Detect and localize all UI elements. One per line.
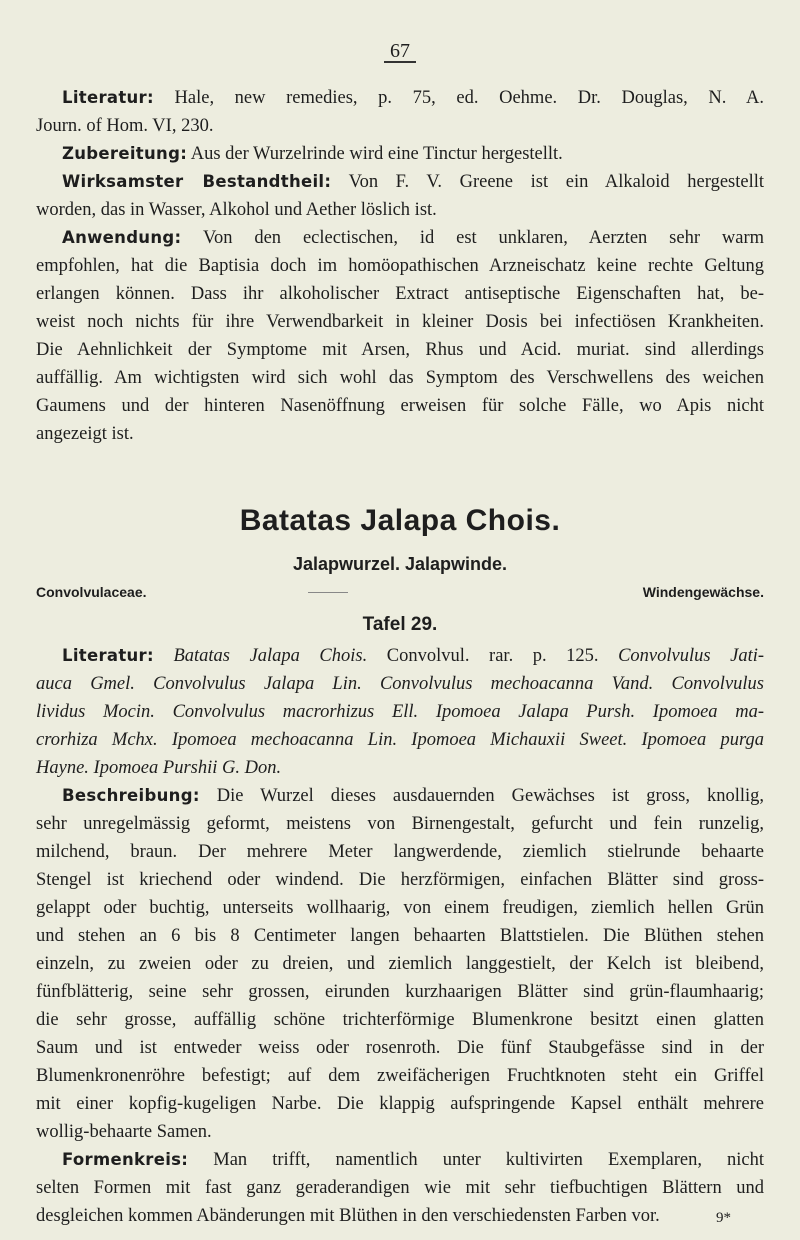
text-line: Die Aehnlichkeit der Symptome mit Arsen, Rhus und Acid. muriat. sind allerdings [36,340,764,360]
beschreibung-paragraph: Beschreibung: Die Wurzel dieses ausdauernden Gewächses ist gross, knollig, [62,786,764,806]
text-line: auca Gmel. Convolvulus Jalapa Lin. Convolvulus mechoacanna Vand. Convolvulus [36,674,764,694]
article-title: Batatas Jalapa Chois. [239,504,561,537]
text-line: crorhiza Mchx. Ipomoea mechoacanna Lin. Ipomoea Michauxii Sweet. Ipomoea purga [36,730,764,750]
formenkreis-paragraph: Formenkreis: Man trifft, namentlich unter kultivirten Exemplaren, nicht [62,1150,764,1170]
beschreibung-label: Beschreibung: [62,786,200,805]
divider [308,592,348,593]
text-line: empfohlen, hat die Baptisia doch im homöopathischen Arzneischatz keine rechte Geltung [36,256,764,276]
text-line: Journ. of Hom. VI, 230. [36,116,214,136]
text-line: Gaumens und der hinteren Nasenöffnung erweisen für solche Fälle, wo Apis nicht [36,396,764,416]
literatur-paragraph: Literatur: Hale, new remedies, p. 75, ed. Oehme. Dr. Douglas, N. A. [62,88,764,108]
literatur-label: Literatur: [62,88,154,107]
text-line: selten Formen mit fast ganz geraderandigen wie mit sehr tiefbuchtigen Blättern und [36,1178,764,1198]
batatas-section [36,642,764,1230]
text-line: einzeln, zu zweien oder zu dreien, und ziemlich langgestielt, der Kelch ist bleibend, [36,954,764,974]
signature-mark: 9* [716,1210,731,1226]
text-line: angezeigt ist. [36,424,134,444]
anwendung-label: Anwendung: [62,228,182,247]
article-subtitle: Jalapwurzel. Jalapwinde. [292,554,508,574]
wirksamster-paragraph: Wirksamster Bestandtheil: Von F. V. Greene ist ein Alkaloid hergestellt [62,172,765,192]
zubereitung-paragraph: Zubereitung: Aus der Wurzelrinde wird eine Tinctur hergestellt. [62,144,563,164]
text-line: Hayne. Ipomoea Purshii G. Don. [36,758,282,778]
text-line: Saum und ist entweder weiss oder rosenroth. Die fünf Staubgefässe sind in der [36,1038,764,1058]
text-line: desgleichen kommen Abänderungen mit Blüthen in den verschiedensten Farben vor. [36,1206,660,1226]
page-number: 67 [0,40,800,63]
text-line: worden, das in Wasser, Alkohol und Aether löslich ist. [36,200,437,220]
family-german: Windengewächse. [642,584,764,600]
text-line: sehr unregelmässig geformt, meistens von Birnengestalt, gefurcht und fein runzelig, [36,814,764,834]
literatur-paragraph: Literatur: Batatas Jalapa Chois. Convolvul. rar. p. 125. Convolvulus Jati- [62,646,765,666]
wirksamster-label: Wirksamster Bestandtheil: [62,172,332,191]
text-line: fünfblätterig, seine sehr grossen, eirunden kurzhaarigen Blätter sind grün-flaumhaarig; [36,982,764,1002]
literatur-label: Literatur: [62,646,154,665]
text-line: Stengel ist kriechend oder windend. Die herzförmigen, einfachen Blätter sind gross- [36,870,764,890]
baptisia-section [36,84,764,448]
zubereitung-label: Zubereitung: [62,144,188,163]
plate-number: Tafel 29. [362,614,438,635]
text-line: die sehr grosse, auffällig schöne trichterförmige Blumenkrone besitzt einen glatten [36,1010,764,1030]
text-line: und stehen an 6 bis 8 Centimeter langen behaarten Blattstielen. Die Blüthen stehen [36,926,764,946]
text-line: Blumenkronenröhre befestigt; auf dem zweifächerigen Fruchtknoten steht ein Griffel [36,1066,764,1086]
text-line: weist noch nichts für ihre Verwendbarkeit in kleiner Dosis bei infectiösen Krankheiten. [36,312,764,332]
text-line: gelappt oder buchtig, unterseits wollhaarig, von einem freudigen, ziemlich hellen Grün [36,898,764,918]
text-line: lividus Mocin. Convolvulus macrorhizus Ell. Ipomoea Jalapa Pursh. Ipomoea ma- [36,702,764,722]
text-line: wollig-behaarte Samen. [36,1122,212,1142]
formenkreis-label: Formenkreis: [62,1150,189,1169]
text-line: milchend, braun. Der mehrere Meter langwerdende, ziemlich stielrunde behaarte [36,842,764,862]
text-line: mit einer kopfig-kugeligen Narbe. Die klappig aufspringende Kapsel enthält mehrere [36,1094,764,1114]
anwendung-paragraph: Anwendung: Von den eclectischen, id est unklaren, Aerzten sehr warm [62,228,765,248]
text-line: erlangen können. Dass ihr alkoholischer Extract antiseptische Eigenschaften hat, be- [36,284,764,304]
family-latin: Convolvulaceae. [36,584,147,600]
text-line: auffällig. Am wichtigsten wird sich wohl das Symptom des Verschwellens des weichen [36,368,764,388]
